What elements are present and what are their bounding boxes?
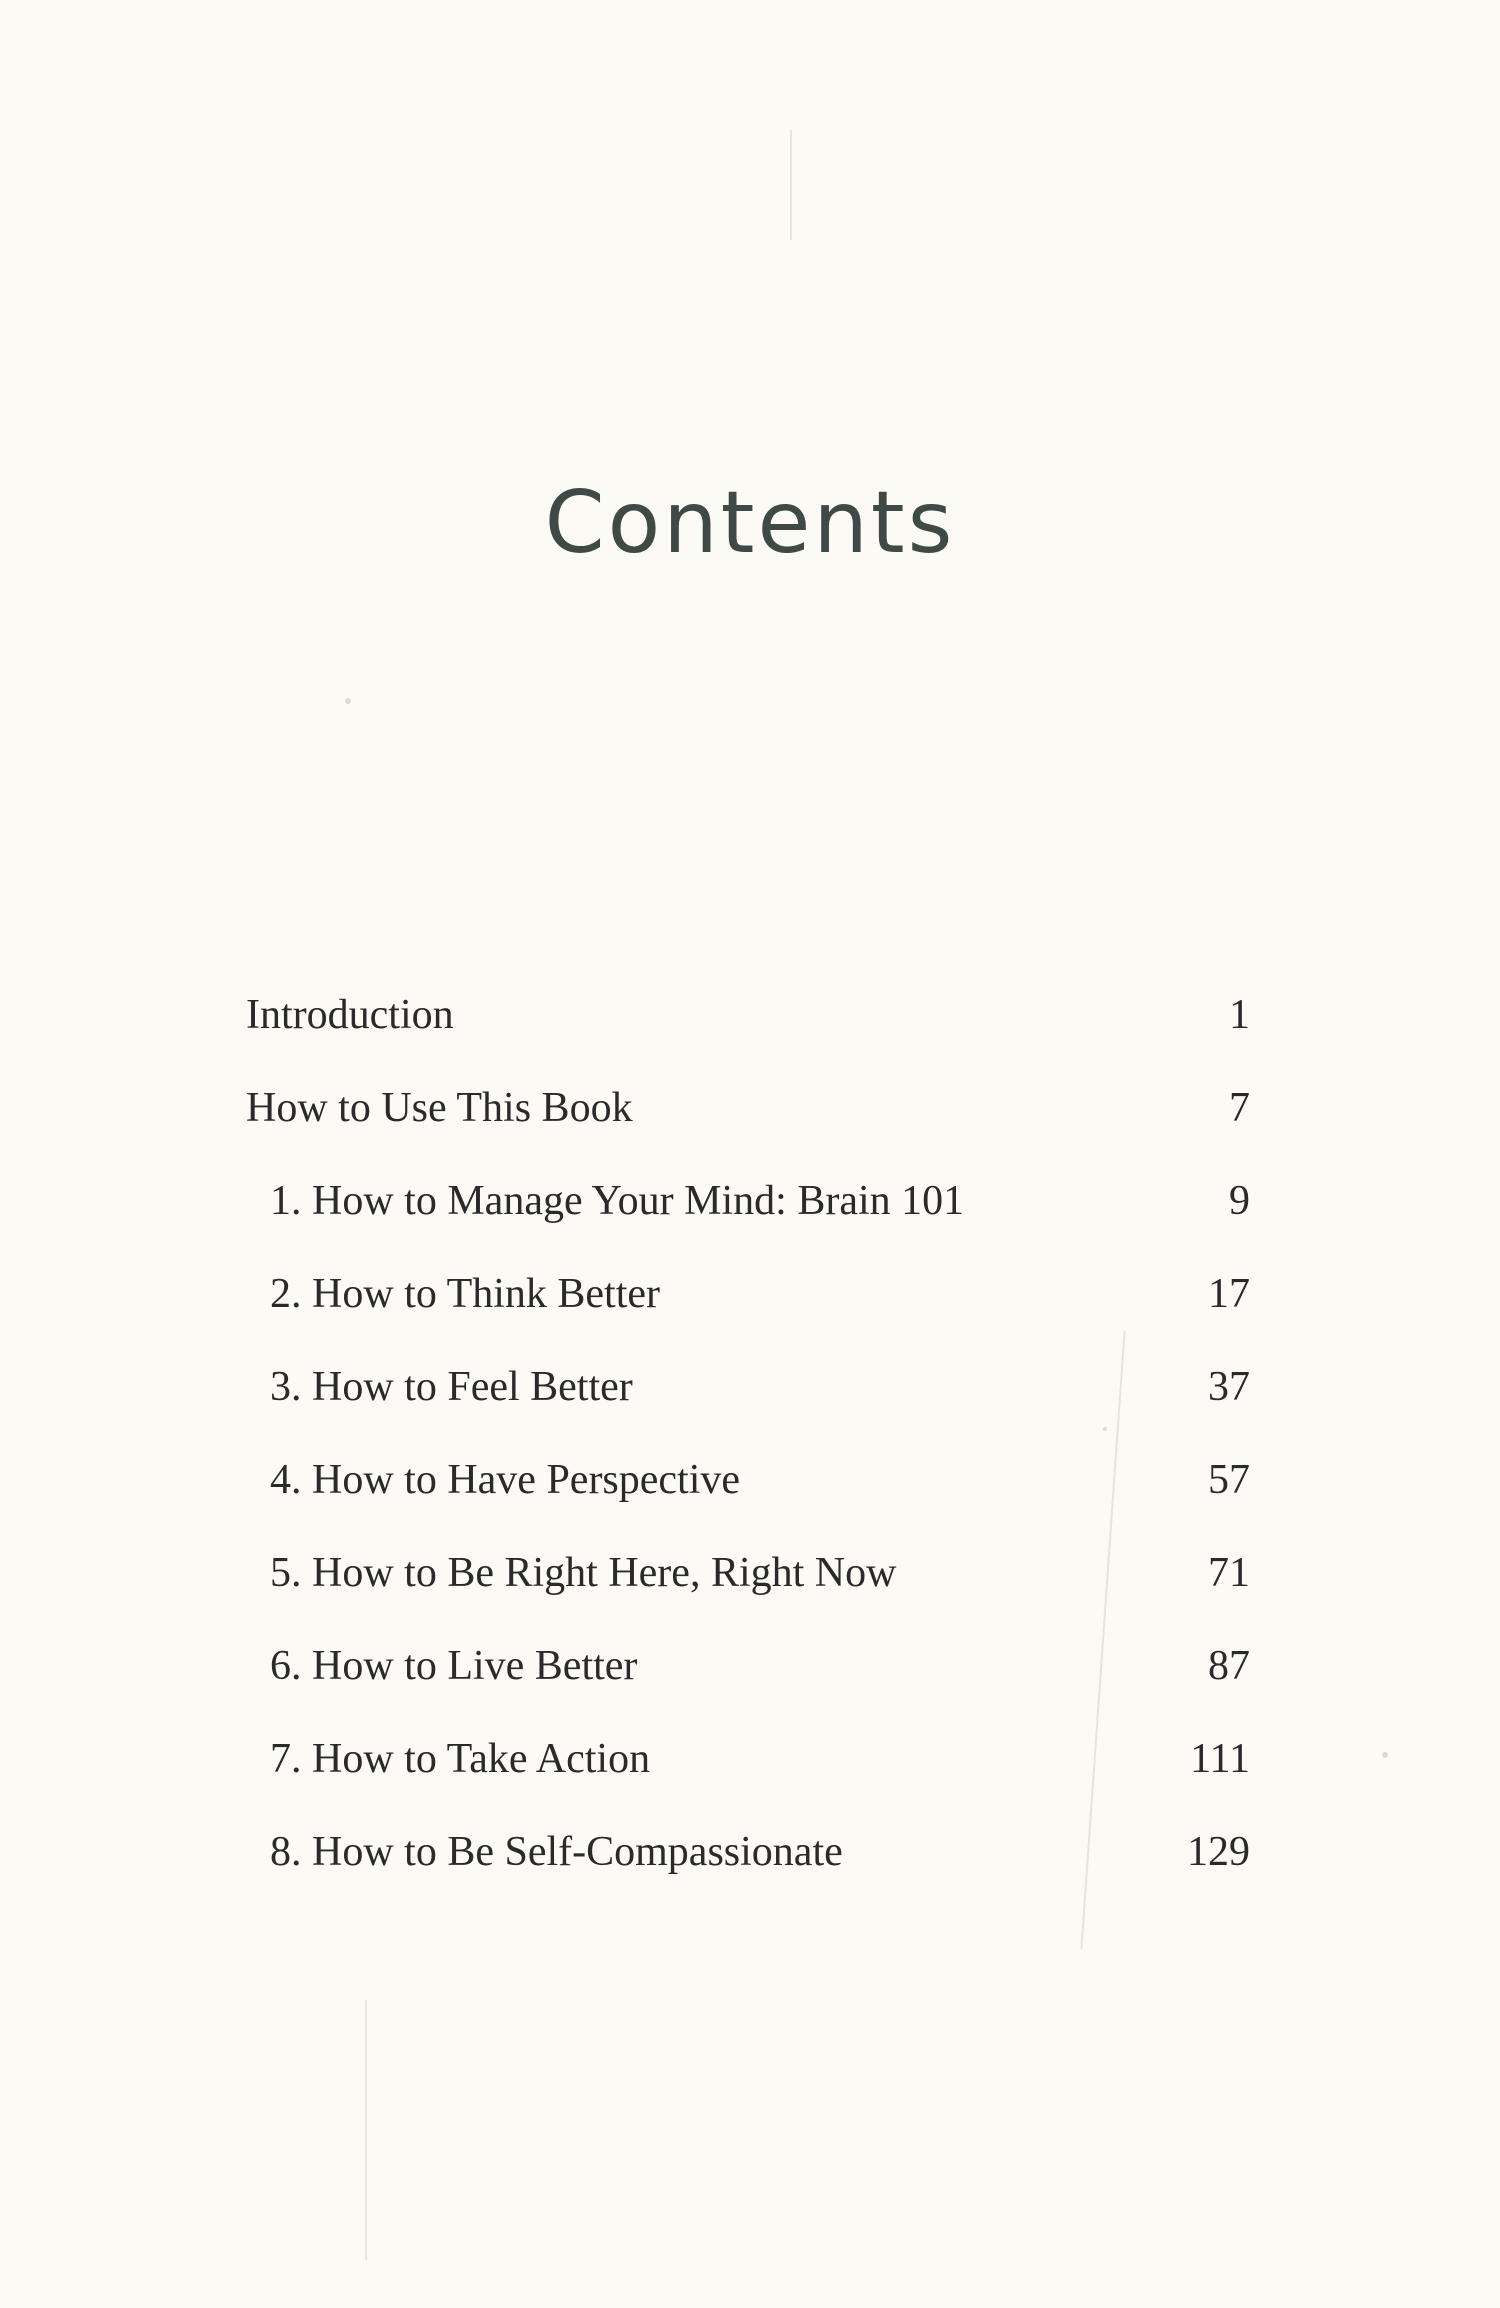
toc-entry-page-number: 57 [1208, 1457, 1250, 1503]
toc-entry-label: 3. How to Feel Better [270, 1364, 633, 1410]
toc-entry-chapter-3[interactable] [0, 1357, 1500, 1417]
toc-entry-label: 6. How to Live Better [270, 1643, 638, 1689]
toc-entry-chapter-2[interactable] [0, 1264, 1500, 1324]
toc-entry-page-number: 9 [1229, 1178, 1250, 1224]
toc-entry-chapter-7[interactable] [0, 1729, 1500, 1789]
toc-entry-introduction[interactable] [0, 985, 1500, 1045]
toc-entry-page-number: 129 [1187, 1829, 1250, 1875]
toc-entry-label: 7. How to Take Action [270, 1736, 651, 1782]
toc-entry-label: 4. How to Have Perspective [270, 1457, 741, 1503]
toc-entry-label: 5. How to Be Right Here, Right Now [270, 1550, 897, 1596]
toc-entry-page-number: 111 [1190, 1736, 1250, 1782]
toc-entry-chapter-4[interactable] [0, 1450, 1500, 1510]
toc-entry-label: 1. How to Manage Your Mind: Brain 101 [270, 1178, 965, 1224]
toc-entry-page-number: 17 [1208, 1271, 1250, 1317]
toc-entry-chapter-6[interactable] [0, 1636, 1500, 1696]
toc-entry-page-number: 1 [1229, 992, 1250, 1038]
toc-entry-chapter-5[interactable] [0, 1543, 1500, 1603]
toc-entry-label: 2. How to Think Better [270, 1271, 661, 1317]
toc-entry-label: 8. How to Be Self-Compassionate [270, 1829, 843, 1875]
toc-entry-how-to-use[interactable] [0, 1078, 1500, 1138]
page-title: Contents [544, 473, 956, 573]
toc-entry-page-number: 7 [1229, 1085, 1250, 1131]
toc-entry-page-number: 87 [1208, 1643, 1250, 1689]
toc-entry-chapter-8[interactable] [0, 1822, 1500, 1882]
toc-entry-chapter-1[interactable] [0, 1171, 1500, 1231]
toc-entry-label: Introduction [246, 992, 454, 1038]
toc-entry-page-number: 37 [1208, 1364, 1250, 1410]
toc-entry-page-number: 71 [1208, 1550, 1250, 1596]
toc-entry-label: How to Use This Book [246, 1085, 633, 1131]
